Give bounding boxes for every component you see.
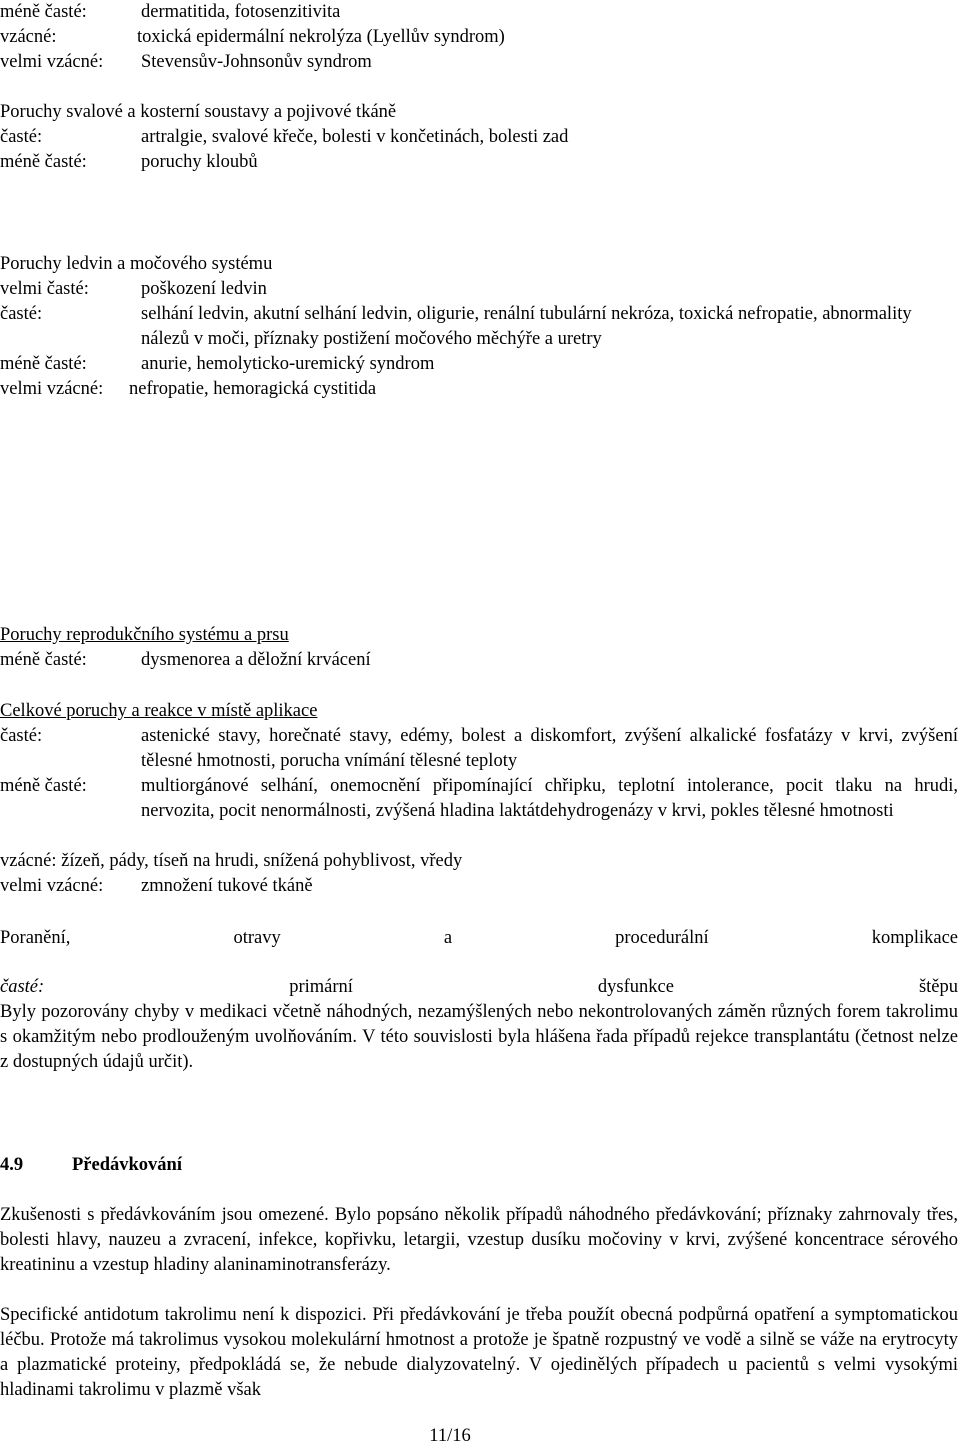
injury-section bbox=[0, 926, 958, 951]
frequency-label: vzácné: bbox=[0, 851, 57, 871]
medication-error-paragraph: Byly pozorovány chyby v medikaci včetně náhodných, nezamýšlených nebo nekontrolovaných záměn různých forem takrolimu s okamžitým nebo prodlouženým uvolňováním. V této souvislosti byla hlášena řada případů rejekce transplantátu (četnost nelze z dostupných údajů určit). bbox=[0, 1002, 958, 1072]
heading-word: otravy bbox=[233, 928, 281, 948]
general-section bbox=[0, 699, 958, 899]
entry-row bbox=[0, 302, 958, 352]
frequency-label: méně časté: bbox=[0, 354, 87, 374]
skin-entries bbox=[0, 0, 958, 75]
section-heading: Celkové poruchy a reakce v místě aplikace bbox=[0, 701, 318, 721]
entry-row bbox=[0, 277, 958, 302]
entry-row bbox=[0, 849, 958, 874]
heading-word: procedurální bbox=[615, 928, 709, 948]
entry-value: artralgie, svalové křeče, bolesti v končetinách, bolesti zad bbox=[141, 127, 569, 147]
entry-word: dysfunkce bbox=[597, 977, 674, 997]
frequency-label: méně časté: bbox=[0, 152, 87, 172]
frequency-label: časté: bbox=[0, 977, 45, 997]
entry-word: primární bbox=[289, 977, 353, 997]
frequency-label: vzácné: bbox=[0, 27, 57, 47]
frequency-label: časté: bbox=[0, 726, 43, 746]
heading-word: komplikace bbox=[871, 928, 958, 948]
frequency-label: méně časté: bbox=[0, 650, 87, 670]
frequency-label: časté: bbox=[0, 127, 43, 147]
frequency-label: méně časté: bbox=[0, 2, 87, 22]
entry-row bbox=[0, 125, 958, 150]
entry-value: Stevensův-Johnsonův syndrom bbox=[141, 52, 372, 72]
entry-row bbox=[0, 975, 958, 1000]
page-number: 11/16 bbox=[429, 1426, 471, 1446]
entry-row bbox=[0, 377, 958, 402]
entry-row bbox=[0, 648, 958, 673]
entry-row bbox=[0, 352, 958, 377]
heading-word: Poranění, bbox=[0, 928, 71, 948]
overdose-paragraph-2: Specifické antidotum takrolimu není k dispozici. Při předávkování je třeba použít obecná podpůrná opatření a symptomatickou léčbu. Protože má takrolimus vysokou molekulární hmotnost a protože je špatně rozpustný ve vodě a silně se váže na erytrocyty a plazmatické proteiny, předpokládá se, že nebude dialyzovatelný. V ojedinělých případech u pacientů s velmi vysokými hladinami takrolimu v plazmě však bbox=[0, 1305, 958, 1400]
entry-value: multiorgánové selhání, onemocnění připomínající chřipku, teplotní intolerance, pocit tlaku na hrudi, nervozita, pocit nenormálnosti, zvýšená hladina laktátdehydrogenázy v krvi, pokles tělesné hmotnosti bbox=[141, 776, 958, 821]
section-heading: Poruchy reprodukčního systému a prsu bbox=[0, 625, 289, 645]
entry-row bbox=[0, 25, 958, 50]
section-heading: Poruchy ledvin a močového systému bbox=[0, 254, 273, 274]
section-title: Předávkování bbox=[72, 1155, 182, 1175]
entry-value: astenické stavy, horečnaté stavy, edémy, bolest a diskomfort, zvýšení alkalické fosfatázy v krvi, zvýšení tělesné hmotnosti, porucha vnímání tělesné teploty bbox=[141, 726, 958, 771]
reproductive-section bbox=[0, 623, 958, 673]
frequency-label: velmi vzácné: bbox=[0, 52, 104, 72]
frequency-label: velmi vzácné: bbox=[0, 379, 104, 399]
renal-section bbox=[0, 252, 958, 402]
injury-entry bbox=[0, 975, 958, 1075]
frequency-label: velmi vzácné: bbox=[0, 876, 104, 896]
entry-row bbox=[0, 874, 958, 899]
entry-value: dermatitida, fotosenzitivita bbox=[141, 2, 341, 22]
section-heading: Poruchy svalové a kosterní soustavy a pojivové tkáně bbox=[0, 102, 397, 122]
overdose-paragraph-1: Zkušenosti s předávkováním jsou omezené. Bylo popsáno několik případů náhodného předávkování; příznaky zahrnovaly třes, bolesti hlavy, nauzeu a zvracení, infekce, kopřivku, letargii, vzestup dusíku močoviny v krvi, zvýšené koncentrace sérového kreatininu a vzestup hladiny alaninaminotransferázy. bbox=[0, 1205, 958, 1275]
entry-value: anurie, hemolyticko-uremický syndrom bbox=[141, 354, 435, 374]
entry-value: selhání ledvin, akutní selhání ledvin, oligurie, renální tubulární nekróza, toxická nefropatie, abnormality nálezů v moči, příznaky postižení močového měchýře a uretry bbox=[141, 304, 912, 349]
entry-row bbox=[0, 150, 958, 175]
entry-value: zmnožení tukové tkáně bbox=[141, 876, 313, 896]
entry-word: štěpu bbox=[918, 977, 958, 997]
section-4-9-heading bbox=[0, 1153, 182, 1178]
entry-value: dysmenorea a děložní krvácení bbox=[141, 650, 371, 670]
section-heading bbox=[0, 926, 958, 951]
entry-value: poruchy kloubů bbox=[141, 152, 258, 172]
entry-value: žízeň, pády, tíseň na hrudi, snížená pohyblivost, vředy bbox=[61, 851, 463, 871]
entry-row bbox=[0, 774, 958, 849]
entry-row bbox=[0, 0, 958, 25]
entry-row bbox=[0, 50, 958, 75]
heading-word: a bbox=[443, 928, 453, 948]
frequency-label: méně časté: bbox=[0, 776, 87, 796]
entry-value: toxická epidermální nekrolýza (Lyellův syndrom) bbox=[137, 27, 505, 47]
musculoskeletal-section bbox=[0, 100, 958, 175]
entry-value: nefropatie, hemoragická cystitida bbox=[129, 379, 377, 399]
frequency-label: časté: bbox=[0, 304, 43, 324]
section-number: 4.9 bbox=[0, 1155, 24, 1175]
entry-value: poškození ledvin bbox=[141, 279, 267, 299]
entry-row bbox=[0, 724, 958, 774]
frequency-label: velmi časté: bbox=[0, 279, 89, 299]
